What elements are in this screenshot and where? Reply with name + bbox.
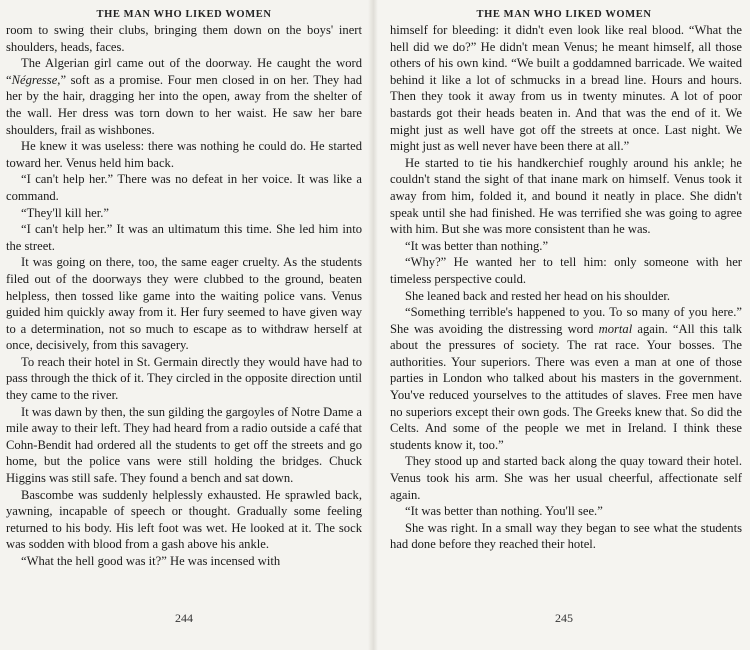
- right-paragraph-6: “Something terrible's happened to you. To so many of you here.” She was avoiding the distressing word mortal again. “All this talk about the pressures of society. The rat race. Your bosses. The authorities. Your superiors. There was even a man at one of those parties in London who talked about his masters in the government. You've reduced yourselves to the attitudes of slaves. Free men have no superiors except their own gods. The Greeks knew that. So did the Celts. And some of the people we met in Ireland. I think these students know it, too.”: [390, 305, 742, 452]
- left-paragraph-7: It was going on there, too, the same eager cruelty. As the students filed out of the doorways they were clubbed to the ground, beaten helpless, then tossed like game into the waiting police vans. Venus guided him quickly away from it. Her fury seemed to have given way to a determination, not so much to escape as to withdraw herself at once, decisively, from this savagery.: [6, 255, 362, 353]
- right-page-text: [390, 22, 742, 553]
- right-page: [378, 0, 750, 650]
- right-paragraph-4: “Why?” He wanted her to tell him: only someone with her timeless perspective could.: [390, 255, 742, 286]
- right-paragraph-2: He started to tie his handkerchief roughly around his ankle; he couldn't stand the sight of that inane mark on himself. Venus took it away from him, folded it, and bound it neatly in place. She didn't speak until she had finished. He was terrified she was going to agree with him. But she was more consistent than he was.: [390, 155, 742, 237]
- right-running-head: THE MAN WHO LIKED WOMEN: [476, 9, 652, 20]
- left-paragraph-6: “I can't help her.” It was an ultimatum this time. She led him into the street.: [6, 222, 362, 253]
- left-paragraph-5: “They'll kill her.”: [21, 205, 109, 220]
- left-paragraph-9: It was dawn by then, the sun gilding the gargoyles of Notre Dame a mile away to their left. They had heard from a radio outside a café that Cohn-Bendit had ordered all the students to get off the streets and go home, but the police vans were still holding the bridges. Chuck Higgins was still safe. They found a bench and sat down.: [6, 404, 362, 486]
- left-page: [0, 0, 368, 650]
- left-page-text: [6, 22, 362, 570]
- right-paragraph-7: They stood up and started back along the quay toward their hotel. Venus took his arm. She was her usual cheerful, affectionate self again.: [390, 454, 742, 502]
- left-paragraph-8: To reach their hotel in St. Germain directly they would have had to pass through the thick of it. They circled in the opposite direction until they came to the river.: [6, 354, 362, 403]
- left-paragraph-11: “What the hell good was it?” He was incensed with: [21, 554, 281, 568]
- right-paragraph-8: “It was better than nothing. You'll see.”: [405, 504, 603, 519]
- left-paragraph-1: room to swing their clubs, bringing them down on the boys' inert shoulders, heads, faces.: [6, 23, 362, 54]
- left-paragraph-3: He knew it was useless: there was nothing he could do. He started toward her. Venus held him back.: [6, 139, 362, 170]
- right-paragraph-9: She was right. In a small way they began to see what the students had done before they reached their hotel.: [390, 520, 742, 552]
- left-paragraph-2: The Algerian girl came out of the doorway. He caught the word “Négresse,” soft as a promise. Four men closed in on her. They had her by the hair, dragging her into the open, away from the shelter of the wall. Her dress was torn down to her waist. He saw her bare shoulders, frail as wishbones.: [6, 56, 362, 137]
- left-paragraph-10: Bascombe was suddenly helplessly exhausted. He sprawled back, yawning, incapable of speech or thought. Gradually some feeling returned to his body. His left foot was wet. He looked at it. The sock was sodden with blood from a gash above his ankle.: [6, 487, 362, 552]
- right-page-number: 245: [555, 611, 573, 625]
- right-paragraph-5: She leaned back and rested her head on his shoulder.: [405, 288, 671, 303]
- book-gutter: [368, 0, 378, 650]
- left-page-number: 244: [175, 611, 193, 625]
- right-paragraph-3: “It was better than nothing.”: [405, 238, 549, 253]
- left-running-head: THE MAN WHO LIKED WOMEN: [96, 9, 272, 20]
- left-paragraph-4: “I can't help her.” There was no defeat in her voice. It was like a command.: [6, 172, 362, 203]
- right-paragraph-1: himself for bleeding: it didn't even look like real blood. “What the hell did we do?” He didn't mean Venus; he meant himself, all those others of his own kind. “We built a goddamned barricade. We waited behind it like a lot of schmucks in a bread line. Hours and hours. Then they took it away from us in twenty minutes. A lot of poor bastards got their heads beaten in. And that was the end of it. We might just as well have got off the streets at once. Last night. We might just as well never have been there at all.”: [390, 23, 742, 154]
